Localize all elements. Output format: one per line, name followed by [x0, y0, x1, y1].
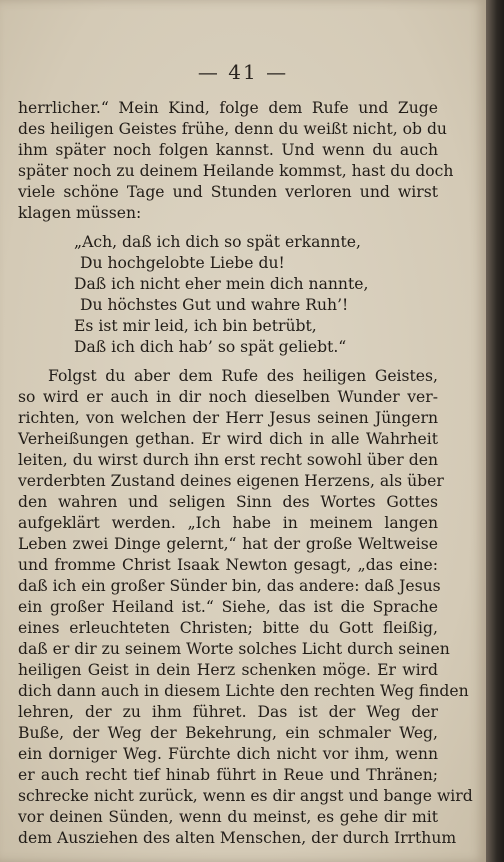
text-line: ein dorniger Weg. Fürchte dich nicht vor ihm, wenn — [18, 745, 438, 763]
text-line: Folgst du aber dem Rufe des heiligen Geistes, — [48, 367, 438, 385]
text-line: lehren, der zu ihm führet. Das ist der Weg der — [18, 703, 438, 721]
text-line: viele schöne Tage und Stunden verloren und wirst — [18, 183, 438, 201]
text-line: Leben zwei Dinge gelernt,“ hat der große Weltweise — [18, 535, 438, 553]
text-line: daß er dir zu seinem Worte solches Licht durch seinen — [18, 640, 450, 658]
poem-line: Daß ich nicht eher mein dich nannte, — [74, 275, 369, 293]
poem-line: Es ist mir leid, ich bin betrübt, — [74, 317, 317, 335]
text-line: später noch zu deinem Heilande kommst, hast du doch — [18, 162, 454, 180]
page-edge — [486, 0, 504, 862]
text-line: richten, von welchen der Herr Jesus seinen Jüngern — [18, 409, 438, 427]
poem-line: Daß ich dich hab’ so spät geliebt.“ — [74, 338, 347, 356]
text-line: leiten, du wirst durch ihn erst recht sowohl über den — [18, 451, 438, 469]
text-line: klagen müssen: — [18, 204, 142, 222]
text-line: Verheißungen gethan. Er wird dich in alle Wahrheit — [18, 430, 438, 448]
text-line: verderbten Zustand deines eigenen Herzens, als über — [18, 472, 444, 490]
page-number: — 41 — — [197, 60, 289, 84]
text-line: Buße, der Weg der Bekehrung, ein schmaler Weg, — [18, 724, 438, 742]
text-line: dich dann auch in diesem Lichte den rechten Weg finden — [18, 682, 469, 700]
text-line: ein großer Heiland ist.“ Siehe, das ist die Sprache — [18, 598, 438, 616]
poem-quote — [18, 232, 438, 358]
text-line: er auch recht tief hinab führt in Reue und Thränen; — [18, 766, 438, 784]
poem-line: Du hochgelobte Liebe du! — [80, 254, 285, 272]
page-text — [18, 98, 473, 849]
text-line: herrlicher.“ Mein Kind, folge dem Rufe und Zuge — [18, 99, 438, 117]
text-line: aufgeklärt werden. „Ich habe in meinem langen — [18, 514, 438, 532]
text-line: ihm später noch folgen kannst. Und wenn du auch — [18, 141, 438, 159]
paragraph-2 — [18, 366, 473, 849]
text-line: dem Ausziehen des alten Menschen, der durch Irrthum — [18, 829, 457, 847]
text-line: so wird er auch in dir noch dieselben Wunder ver- — [18, 388, 438, 406]
poem-line: „Ach, daß ich dich so spät erkannte, — [74, 233, 361, 251]
text-line: und fromme Christ Isaak Newton gesagt, „das eine: — [18, 556, 438, 574]
text-line: den wahren und seligen Sinn des Wortes Gottes — [18, 493, 438, 511]
text-line: heiligen Geist in dein Herz schenken möge. Er wird — [18, 661, 438, 679]
paragraph-1 — [18, 98, 454, 224]
text-line: des heiligen Geistes frühe, denn du weißt nicht, ob du — [18, 120, 447, 138]
text-line: daß ich ein großer Sünder bin, das andere: daß Jesus — [18, 577, 441, 595]
text-line: schrecke nicht zurück, wenn es dir angst und bange wird — [18, 787, 473, 805]
poem-line: Du höchstes Gut und wahre Ruh’! — [80, 296, 349, 314]
text-line: eines erleuchteten Christen; bitte du Gott fleißig, — [18, 619, 438, 637]
text-line: vor deinen Sünden, wenn du meinst, es gehe dir mit — [18, 808, 438, 826]
